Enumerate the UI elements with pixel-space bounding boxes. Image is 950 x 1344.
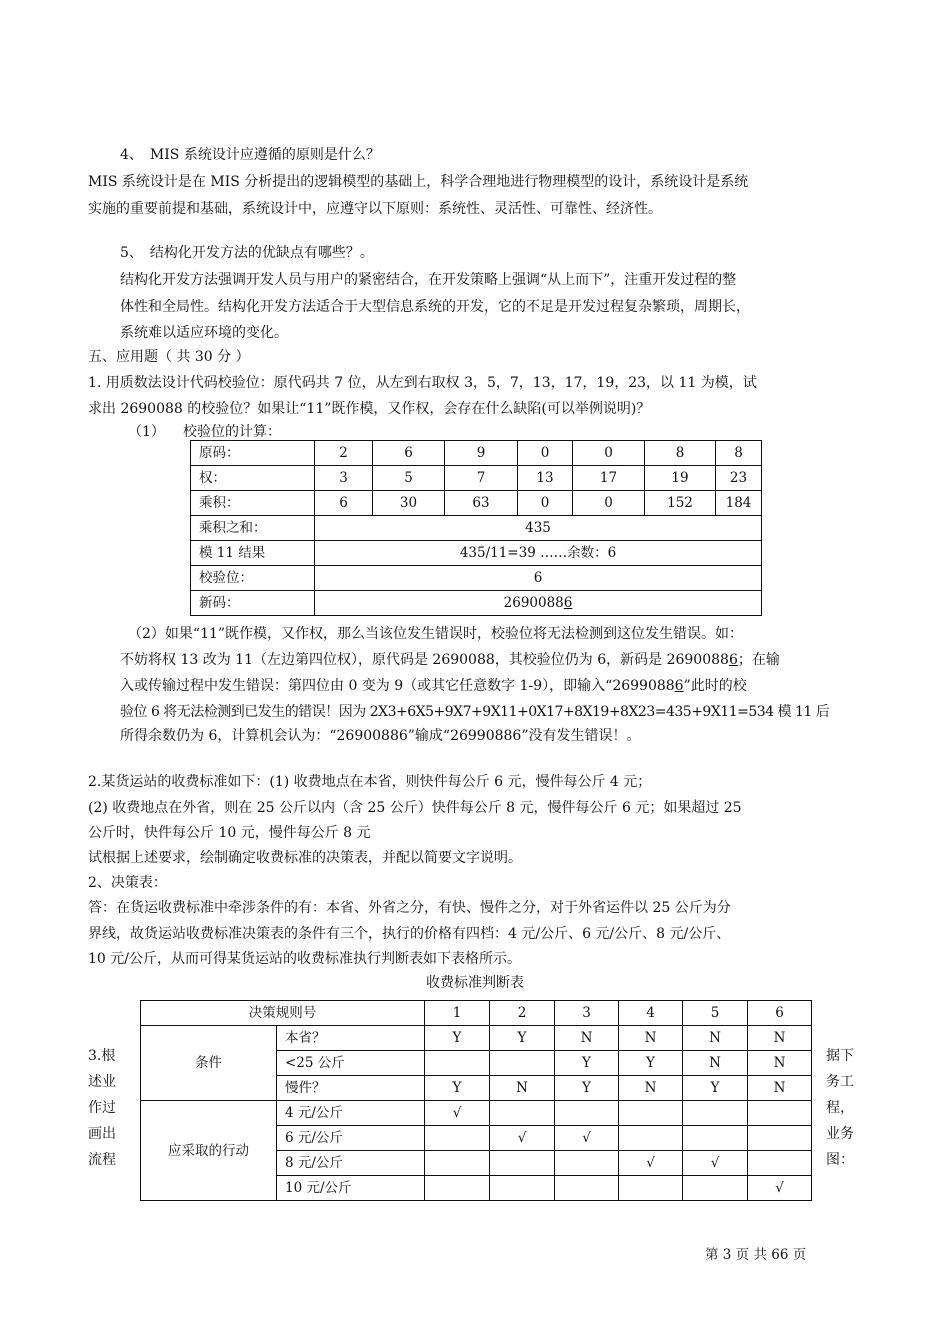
q5-line-1: 结构化开发方法强调开发人员与用户的紧密结合，在开发策略上强调“从上而下”，注重开发过程的整	[120, 272, 737, 288]
right-wrap-text	[826, 1043, 866, 1173]
cell	[425, 1176, 490, 1201]
wrap-line: 务工	[826, 1074, 854, 1090]
new-code-label: 新码：	[191, 591, 315, 616]
table-row	[141, 1101, 812, 1126]
action-label: 6 元/公斤	[277, 1126, 425, 1151]
q4-line-2: 实施的重要前提和基础，系统设计中，应遵守以下原则：系统性、灵活性、可靠性、经济性。	[88, 201, 662, 217]
cell: 6	[315, 491, 373, 516]
cell: N	[748, 1051, 812, 1076]
wrap-line: 程，	[826, 1100, 854, 1116]
underlined-digit: 6	[728, 652, 738, 668]
cell: 0	[573, 491, 645, 516]
cell: 6	[373, 441, 445, 466]
rule-number: 2	[490, 1001, 555, 1026]
check-digit-table	[190, 440, 762, 616]
sum-label: 乘积之和：	[191, 516, 315, 541]
cell: 13	[518, 466, 573, 491]
cell: N	[619, 1076, 683, 1101]
cell: 63	[445, 491, 518, 516]
table-row	[191, 466, 762, 491]
cell: √	[425, 1101, 490, 1126]
app2-line-3: 公斤时，快件每公斤 10 元，慢件每公斤 8 元	[88, 825, 371, 841]
condition-group: 条件	[141, 1026, 277, 1101]
cell: N	[748, 1026, 812, 1051]
table-row	[191, 566, 762, 591]
cell: 7	[445, 466, 518, 491]
cell: 19	[645, 466, 716, 491]
cell	[555, 1101, 619, 1126]
action-label: 10 元/公斤	[277, 1176, 425, 1201]
rule-number: 1	[425, 1001, 490, 1026]
section-title: 五、应用题（ 共 30 分 ）	[88, 349, 250, 365]
text-span: ；在输	[737, 652, 780, 668]
table-row	[191, 441, 762, 466]
table-row	[191, 516, 762, 541]
wrap-line: 图：	[826, 1152, 854, 1168]
app2-line-5: 2、决策表：	[88, 875, 167, 891]
text-span: 不妨将权 13 改为 11（左边第四位权），原代码是 2690088，其校验位仍为 6，新码是 2690088	[120, 652, 729, 668]
cell: 184	[716, 491, 762, 516]
app2-line-6: 答：在货运收费标准中牵涉条件的有：本省、外省之分，有快、慢件之分，对于外省运件以 25 公斤为分	[88, 900, 731, 916]
cell	[555, 1151, 619, 1176]
cell	[619, 1176, 683, 1201]
rule-number: 3	[555, 1001, 619, 1026]
page-footer: 第 3 页 共 66 页	[705, 1247, 807, 1263]
cell	[490, 1051, 555, 1076]
cell: Y	[555, 1051, 619, 1076]
wrap-line: 据下	[826, 1048, 854, 1064]
check-value: 6	[315, 566, 762, 591]
mod-value: 435/11=39 ……余数：6	[315, 541, 762, 566]
wrap-line: 3.根	[88, 1048, 116, 1064]
table-row	[191, 491, 762, 516]
cell	[683, 1176, 748, 1201]
cell: N	[683, 1051, 748, 1076]
cell: √	[683, 1151, 748, 1176]
decision-table-title: 收费标准判断表	[426, 975, 524, 991]
cell: Y	[555, 1076, 619, 1101]
rule-header: 决策规则号	[141, 1001, 425, 1026]
cell: Y	[619, 1051, 683, 1076]
app2-line-8: 10 元/公斤，从而可得某货运站的收费标准执行判断表如下表格所示。	[88, 951, 521, 967]
table-row	[141, 1026, 812, 1051]
cell	[619, 1101, 683, 1126]
cell	[555, 1176, 619, 1201]
cell: 9	[445, 441, 518, 466]
app2-line-2: (2) 收费地点在外省，则在 25 公斤以内（含 25 公斤）快件每公斤 8 元，慢件每公斤 6 元；如果超过 25	[88, 800, 742, 816]
action-label: 4 元/公斤	[277, 1101, 425, 1126]
table-row	[191, 591, 762, 616]
new-code-main: 2690088	[503, 595, 564, 611]
q5-line-2: 体性和全局性。结构化开发方法适合于大型信息系统的开发，它的不足是开发过程复杂繁琐，周期长，	[120, 299, 750, 315]
sum-value: 435	[315, 516, 762, 541]
app2-line-7: 界线，故货运站收费标准决策表的条件有三个，执行的价格有四档：4 元/公斤、6 元/公斤、8 元/公斤、	[88, 926, 731, 942]
cell: 0	[518, 491, 573, 516]
sub2-line-2	[120, 650, 780, 670]
cell	[425, 1051, 490, 1076]
wrap-line: 作过	[88, 1100, 116, 1116]
rule-number: 4	[619, 1001, 683, 1026]
text-span: ”此时的校	[683, 678, 747, 694]
row-label: 原码：	[191, 441, 315, 466]
text-span: 入或传输过程中发生错误：第四位由 0 变为 9（或其它任意数字 1-9），即输入“2699088	[120, 678, 675, 694]
condition-label: <25 公斤	[277, 1051, 425, 1076]
cell: 8	[645, 441, 716, 466]
cell: N	[748, 1076, 812, 1101]
cell: 0	[573, 441, 645, 466]
table-row	[141, 1001, 812, 1026]
app2-line-4: 试根据上述要求，绘制确定收费标准的决策表，并配以简要文字说明。	[88, 850, 522, 866]
cell	[748, 1126, 812, 1151]
wrap-line: 业务	[826, 1126, 854, 1142]
cell: √	[619, 1151, 683, 1176]
q4-line-1: MIS 系统设计是在 MIS 分析提出的逻辑模型的基础上，科学合理地进行物理模型的设计，系统设计是系统	[88, 174, 749, 190]
action-group: 应采取的行动	[141, 1101, 277, 1201]
sub2-line-3	[120, 676, 747, 696]
sub1-label: （1）	[128, 424, 165, 440]
cell	[619, 1126, 683, 1151]
q5-title: 5、 结构化开发方法的优缺点有哪些？。	[120, 245, 374, 261]
row-label: 权：	[191, 466, 315, 491]
cell: N	[555, 1026, 619, 1051]
cell: N	[619, 1026, 683, 1051]
cell: 152	[645, 491, 716, 516]
wrap-line: 述业	[88, 1074, 116, 1090]
cell	[425, 1126, 490, 1151]
cell: Y	[425, 1076, 490, 1101]
cell: Y	[490, 1026, 555, 1051]
decision-table	[140, 1000, 812, 1201]
rule-number: 6	[748, 1001, 812, 1026]
app2-line-1: 2.某货运站的收费标准如下：(1) 收费地点在本省，则快件每公斤 6 元，慢件每公斤 4 元；	[88, 774, 652, 790]
cell: √	[748, 1176, 812, 1201]
rule-number: 5	[683, 1001, 748, 1026]
cell: 2	[315, 441, 373, 466]
cell: 3	[315, 466, 373, 491]
cell	[425, 1151, 490, 1176]
cell: N	[683, 1026, 748, 1051]
cell	[683, 1126, 748, 1151]
cell: √	[555, 1126, 619, 1151]
underlined-digit: 6	[674, 678, 684, 694]
new-code-value	[315, 591, 762, 616]
cell	[748, 1151, 812, 1176]
cell: 5	[373, 466, 445, 491]
cell: Y	[683, 1076, 748, 1101]
new-code-check-digit: 6	[563, 595, 573, 611]
cell: 23	[716, 466, 762, 491]
cell: √	[490, 1126, 555, 1151]
cell: 8	[716, 441, 762, 466]
cell: 0	[518, 441, 573, 466]
cell	[490, 1151, 555, 1176]
wrap-line: 流程	[88, 1152, 116, 1168]
check-label: 校验位：	[191, 566, 315, 591]
sub1-title: 校验位的计算：	[183, 424, 281, 440]
cell	[490, 1176, 555, 1201]
wrap-line: 画出	[88, 1126, 116, 1142]
cell	[490, 1101, 555, 1126]
app1-line-2: 求出 2690088 的校验位？如果让“11”既作模，又作权，会存在什么缺陷(可以举例说明)？	[88, 401, 651, 417]
mod-label: 模 11 结果	[191, 541, 315, 566]
row-label: 乘积：	[191, 491, 315, 516]
app1-line-1: 1. 用质数法设计代码校验位：原代码共 7 位，从左到右取权 3，5，7，13，17，19，23，以 11 为模，试	[88, 375, 757, 391]
left-wrap-text	[88, 1043, 128, 1173]
table-row	[191, 541, 762, 566]
cell: 17	[573, 466, 645, 491]
action-label: 8 元/公斤	[277, 1151, 425, 1176]
q5-line-3: 系统难以适应环境的变化。	[120, 325, 288, 341]
sub2-line-5: 所得余数仍为 6，计算机会认为：“26900886”输成“26990886”没有发生错误！。	[120, 728, 641, 744]
cell	[683, 1101, 748, 1126]
condition-label: 慢件？	[277, 1076, 425, 1101]
sub2-line-1: （2）如果“11”既作模，又作权，那么当该位发生错误时，校验位将无法检测到这位发生错误。如：	[128, 626, 744, 642]
cell: 30	[373, 491, 445, 516]
cell: Y	[425, 1026, 490, 1051]
q4-title: 4、 MIS 系统设计应遵循的原则是什么？	[120, 147, 380, 163]
sub2-line-4: 验位 6 将无法检测到已发生的错误！因为 2X3+6X5+9X7+9X11+0X17+8X19+8X23=435+9X11=534 模 11 后	[120, 704, 830, 720]
cell: N	[490, 1076, 555, 1101]
cell	[748, 1101, 812, 1126]
condition-label: 本省？	[277, 1026, 425, 1051]
